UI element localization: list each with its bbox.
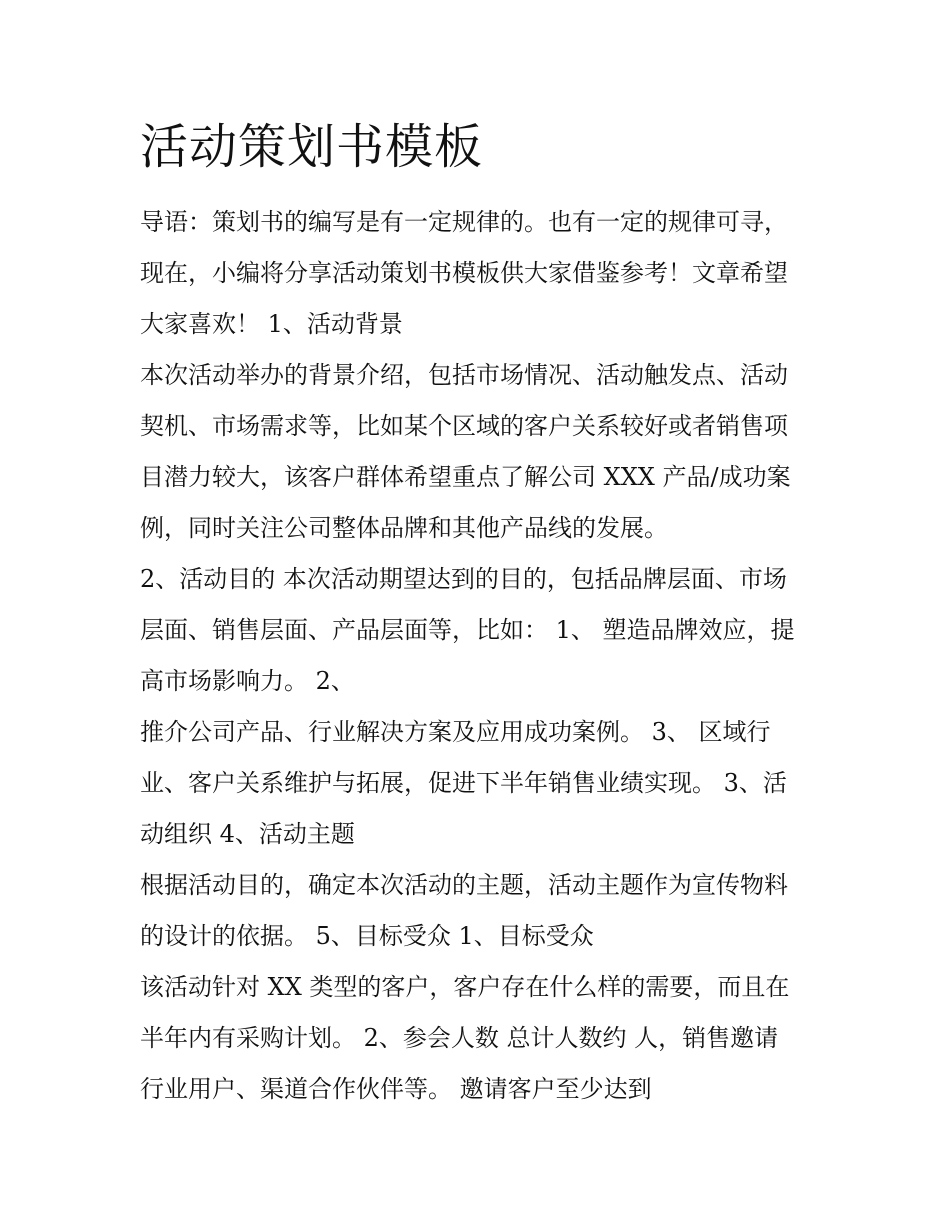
body-line: 业、客户关系维护与拓展，促进下半年销售业绩实现。 3、活: [140, 769, 787, 797]
body-line: 导语：策划书的编写是有一定规律的。也有一定的规律可寻，: [140, 208, 788, 236]
body-line: 例，同时关注公司整体品牌和其他产品线的发展。: [140, 514, 668, 542]
body-line: 现在，小编将分享活动策划书模板供大家借鉴参考！文章希望: [140, 259, 788, 287]
body-line: 大家喜欢！ 1、活动背景: [140, 310, 403, 338]
body-line: 行业用户、渠道合作伙伴等。 邀请客户至少达到: [140, 1075, 652, 1103]
body-line: 根据活动目的，确定本次活动的主题，活动主题作为宣传物料: [140, 871, 788, 899]
body-line: 半年内有采购计划。 2、参会人数 总计人数约 人，销售邀请: [140, 1024, 779, 1052]
document-title: 活动策划书模板: [140, 119, 484, 175]
body-line: 目潜力较大，该客户群体希望重点了解公司 XXX 产品/成功案: [140, 463, 791, 491]
body-line: 的设计的依据。 5、目标受众 1、目标受众: [140, 922, 594, 950]
body-line: 该活动针对 XX 类型的客户，客户存在什么样的需要，而且在: [140, 973, 790, 1001]
body-line: 层面、销售层面、产品层面等，比如： 1、 塑造品牌效应，提: [140, 616, 795, 644]
body-line: 本次活动举办的背景介绍，包括市场情况、活动触发点、活动: [140, 361, 788, 389]
body-line: 契机、市场需求等，比如某个区域的客户关系较好或者销售项: [140, 412, 788, 440]
body-line: 2、活动目的 本次活动期望达到的目的，包括品牌层面、市场: [140, 565, 787, 593]
body-line: 高市场影响力。 2、: [140, 667, 355, 695]
body-line: 推介公司产品、行业解决方案及应用成功案例。 3、 区域行: [140, 718, 771, 746]
body-line: 动组织 4、活动主题: [140, 820, 355, 848]
